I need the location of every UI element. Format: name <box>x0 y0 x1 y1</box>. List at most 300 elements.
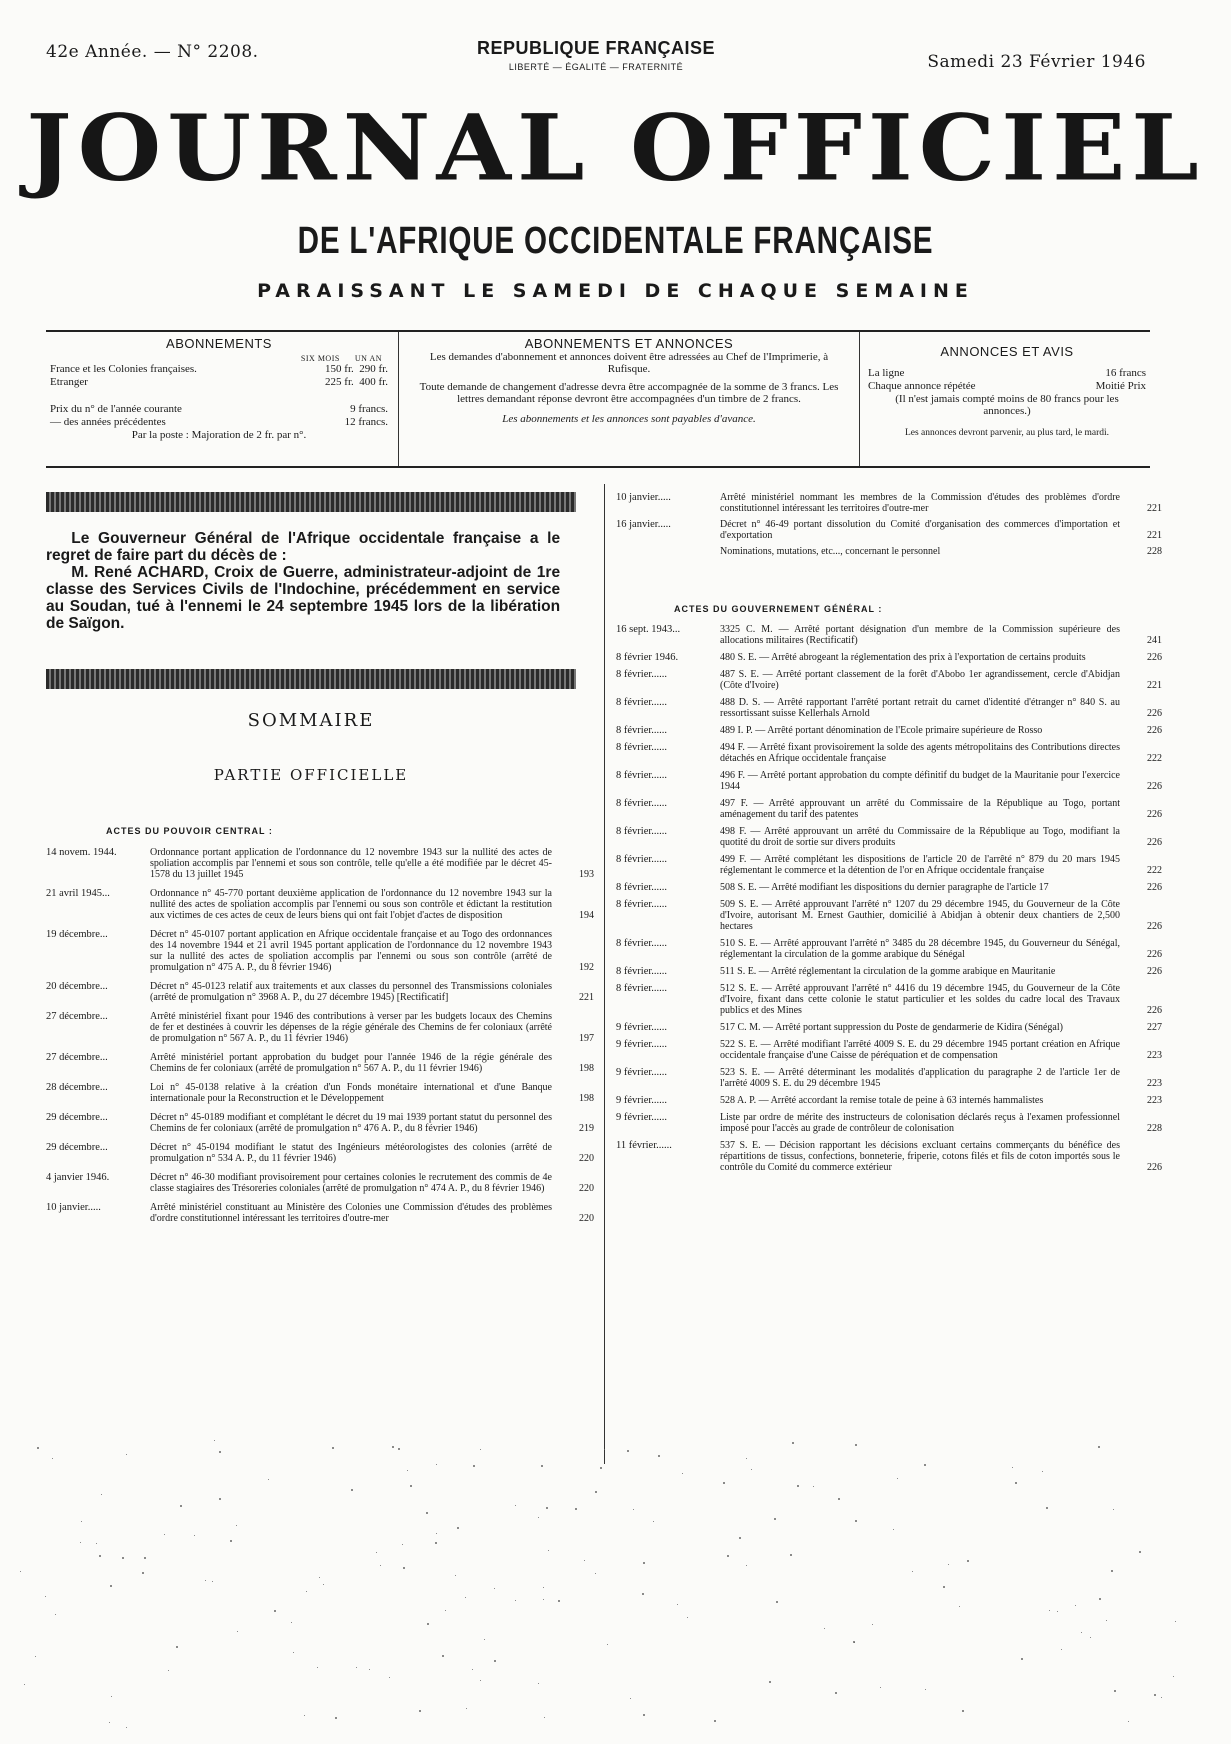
scan-speck <box>739 1537 741 1539</box>
toc-entry-date: 8 février...... <box>616 826 668 837</box>
toc-entry-date: 11 février...... <box>616 1140 672 1151</box>
toc-entry <box>616 983 1162 1016</box>
toc-entry <box>46 1202 594 1224</box>
scan-speck <box>541 1465 543 1467</box>
toc-entry <box>616 742 1162 764</box>
toc-entry-date: 19 décembre... <box>46 929 108 940</box>
scan-speck <box>419 1710 421 1712</box>
scan-speck <box>515 1505 516 1506</box>
scan-speck <box>948 1564 949 1565</box>
scan-speck <box>746 1565 747 1566</box>
toc-entry-page: 221 <box>1147 680 1162 691</box>
toc-entry-page: 228 <box>1147 546 1162 557</box>
scan-speck <box>633 1509 634 1510</box>
toc-entry-page: 221 <box>1147 530 1162 541</box>
rate-six: 150 fr. <box>325 363 354 375</box>
scan-speck <box>436 1533 437 1534</box>
scan-speck <box>126 1454 127 1455</box>
toc-entry <box>616 1039 1162 1061</box>
scan-speck <box>180 1505 182 1507</box>
toc-entry-text: 528 A. P. — Arrêté accordant la remise totale de peine à 63 internés hammalistes <box>720 1095 1044 1106</box>
toc-entry-page: 220 <box>579 1153 594 1164</box>
toc-entry-date: 8 février...... <box>616 742 668 753</box>
toc-entry-text: Ordonnance n° 45-770 portant deuxième application de l'ordonnance du 12 novembre 1943 sur la nullité des actes de spoliation accomplis par l'ennemi ou sous son contrôle et édictant la restitution aux victimes de ces actes de ceux de leurs biens qui ont fait l'objet d'actes de disposition <box>150 888 552 921</box>
line-label: La ligne <box>868 367 905 379</box>
price-row <box>46 416 392 429</box>
repeat-price-row <box>864 380 1150 393</box>
repeat-label: Chaque annonce répétée <box>868 380 976 392</box>
toc-entry <box>616 652 1162 663</box>
scan-speck <box>369 1669 370 1670</box>
toc-right-top <box>616 492 1162 562</box>
scan-speck <box>1161 1697 1162 1698</box>
toc-entry <box>616 1022 1162 1033</box>
toc-entry <box>46 1142 594 1164</box>
toc-entry <box>616 938 1162 960</box>
scan-speck <box>164 1534 165 1535</box>
toc-entry-date: 20 décembre... <box>46 981 108 992</box>
scan-speck <box>144 1557 146 1559</box>
scan-speck <box>37 1447 39 1449</box>
toc-entry-text: 499 F. — Arrêté complétant les dispositions de l'article 20 de l'arrêté n° 879 du 20 mars 1945 réglementant le commerce et la détention de l'or en Afrique occidentale française <box>720 854 1120 876</box>
toc-entry-date: 8 février...... <box>616 983 668 994</box>
scan-speck <box>1154 1694 1156 1696</box>
scan-speck <box>723 1482 725 1484</box>
toc-entry-page: 226 <box>1147 949 1162 960</box>
toc-entry-date: 8 février...... <box>616 725 668 736</box>
scan-speck <box>427 1623 429 1625</box>
rate-label: Etranger <box>50 376 88 388</box>
scan-speck <box>291 1622 292 1623</box>
toc-entry-text: 522 S. E. — Arrêté modifiant l'arrêté 4009 S. E. du 29 décembre 1945 portant création en Afrique occidentale française d'une Caisse de péréquation et de compensation <box>720 1039 1120 1061</box>
scan-speck <box>455 1575 456 1576</box>
toc-entry <box>46 1172 594 1194</box>
toc-entry <box>616 519 1162 541</box>
scan-speck <box>607 1644 608 1645</box>
masthead-top <box>46 38 1146 78</box>
issue-number: 42e Année. — N° 2208. <box>46 42 259 62</box>
rate-row <box>46 376 392 389</box>
scan-speck <box>111 1696 112 1697</box>
toc-entry-page: 226 <box>1147 1162 1162 1173</box>
toc-entry <box>616 899 1162 932</box>
scan-speck <box>480 1680 481 1681</box>
scan-speck <box>398 1448 400 1450</box>
scan-speck <box>1175 1621 1176 1622</box>
toc-entry <box>616 770 1162 792</box>
toc-entry-text: Arrêté ministériel fixant pour 1946 des contributions à verser par les budgets locaux des Chemins de fer et destinées à couvrir les dépenses de la régie générale des Chemins de fer coloniaux (arrêté de promulgation n° 567 A. P., du 11 février 1946) <box>150 1011 552 1044</box>
scan-speck <box>435 1542 437 1544</box>
rate-an: 400 fr. <box>359 376 388 388</box>
toc-entry <box>616 624 1162 646</box>
scan-speck <box>389 1677 390 1678</box>
toc-entry-text: 480 S. E. — Arrêté abrogeant la réglementation des prix à l'exportation de certains produits <box>720 652 1086 663</box>
scan-speck <box>1113 1509 1114 1510</box>
scan-speck <box>1012 1467 1013 1468</box>
toc-entry <box>616 669 1162 691</box>
toc-entry-date: 14 novem. 1944. <box>46 847 117 858</box>
scan-speck <box>230 1540 232 1542</box>
scan-speck <box>546 1507 548 1509</box>
scan-speck <box>893 1529 894 1530</box>
scan-speck <box>558 1600 560 1602</box>
scan-speck <box>751 1469 752 1470</box>
minimum-note: (Il n'est jamais compté moins de 80 francs pour les annonces.) <box>895 393 1119 417</box>
abonnements-annonces-heading: ABONNEMENTS ET ANNONCES <box>524 336 734 351</box>
scan-speck <box>268 1479 269 1480</box>
toc-entry-text: Ordonnance portant application de l'ordonnance du 12 novembre 1943 sur la nullité des actes de spoliation accomplis par l'ennemi et sous son contrôle, telle qu'elle a été modifiée par le décret 45-1578 du 13 juillet 1945 <box>150 847 552 880</box>
scan-speck <box>205 1580 206 1581</box>
scan-speck <box>126 1727 127 1728</box>
scan-speck <box>1081 1632 1082 1633</box>
ornamental-rule <box>46 669 576 689</box>
scan-speck <box>494 1588 495 1589</box>
toc-entry-date: 8 février 1946. <box>616 652 679 663</box>
toc-entry-date: 8 février...... <box>616 798 668 809</box>
scan-speck <box>924 1464 926 1466</box>
scan-speck <box>402 1544 403 1545</box>
toc-entry-page: 241 <box>1147 635 1162 646</box>
scan-speck <box>466 1708 467 1709</box>
toc-entry-date: 8 février...... <box>616 770 668 781</box>
abonnements-annonces-column <box>398 332 860 466</box>
journal-tagline: PARAISSANT LE SAMEDI DE CHAQUE SEMAINE <box>257 280 974 302</box>
scan-speck <box>484 1639 485 1640</box>
scan-speck <box>682 1473 683 1474</box>
toc-entry-text: Décret n° 45-0107 portant application en Afrique occidentale française et au Togo des ordonnances des 14 novembre 1944 et 21 avril 1945 portant application de l'ordonnance du 12 novembre 1943 sur la nullité des actes de spoliation accomplis par l'ennemi ou sous son contrôle (arrêté de promulgation n° 475 A. P., du 8 février 1946) <box>150 929 552 973</box>
abonnements-column <box>46 332 392 466</box>
toc-entry-date: 9 février...... <box>616 1022 668 1033</box>
scan-speck <box>642 1593 644 1595</box>
toc-entry-page: 226 <box>1147 921 1162 932</box>
death-notice <box>46 530 560 632</box>
scan-speck <box>600 1467 602 1469</box>
rate-row <box>46 363 392 376</box>
scan-speck <box>335 1717 337 1719</box>
toc-entry <box>616 492 1162 514</box>
scan-speck <box>465 1597 466 1598</box>
scan-speck <box>630 1698 631 1699</box>
toc-entry <box>616 697 1162 719</box>
toc-entry-page: 222 <box>1147 865 1162 876</box>
scan-speck <box>1106 1620 1107 1621</box>
scan-speck <box>1061 1649 1062 1650</box>
abonnements-heading: ABONNEMENTS <box>166 336 272 351</box>
toc-entry-text: 517 C. M. — Arrêté portant suppression du Poste de gendarmerie de Kidira (Sénégal) <box>720 1022 1063 1033</box>
toc-entry-text: 489 I. P. — Arrêté portant dénomination de l'Ecole primaire supérieure de Rosso <box>720 725 1043 736</box>
scan-speck <box>52 1458 53 1459</box>
issue-date: Samedi 23 Février 1946 <box>927 52 1146 72</box>
scan-speck <box>1098 1446 1100 1448</box>
price-value: 9 francs. <box>350 403 388 415</box>
toc-entry-page: 223 <box>1147 1050 1162 1061</box>
scan-speck <box>142 1572 144 1574</box>
toc-entry-text: 523 S. E. — Arrêté déterminant les modalités d'application du paragraphe 2 de l'article 1er de l'arrêté 4009 S. E. du 29 décembre 1945 <box>720 1067 1120 1089</box>
scan-speck <box>351 1489 353 1491</box>
scan-speck <box>376 1552 377 1553</box>
scan-speck <box>515 1600 516 1601</box>
toc-entry-page: 223 <box>1147 1095 1162 1106</box>
scan-speck <box>45 1596 46 1597</box>
toc-entry-date: 8 février...... <box>616 697 668 708</box>
abonnements-col-headers <box>46 354 392 363</box>
toc-entry-text: Décret n° 45-0123 relatif aux traitements et aux classes du personnel des Transmissions coloniales (arrêté de promulgation n° 3968 A. P., du 27 décembre 1945) [Rectificatif] <box>150 981 552 1003</box>
toc-entry-text: 512 S. E. — Arrêté approuvant l'arrêté n° 4416 du 19 décembre 1945, du Gouverneur de la Côte d'Ivoire, fixant dans cette colonie le statut particulier et les soldes du cadre local des Travaux publics et des Mines <box>720 983 1120 1016</box>
scan-speck <box>219 1498 221 1500</box>
rate-six: 225 fr. <box>325 376 354 388</box>
toc-entry-date: 8 février...... <box>616 938 668 949</box>
toc-entry-page: 198 <box>579 1063 594 1074</box>
toc-entry <box>616 1067 1162 1089</box>
rate-label: France et les Colonies françaises. <box>50 363 197 375</box>
scan-speck <box>168 1670 169 1671</box>
toc-entry-date: 10 janvier..... <box>616 492 671 503</box>
scan-speck <box>274 1610 276 1612</box>
toc-entry <box>616 826 1162 848</box>
scan-speck <box>1090 1637 1091 1638</box>
toc-entry <box>46 888 594 921</box>
toc-entry <box>46 1011 594 1044</box>
toc-entry-page: 226 <box>1147 725 1162 736</box>
scan-speck <box>543 1587 544 1588</box>
scan-speck <box>595 1491 597 1493</box>
toc-entry-page: 226 <box>1147 966 1162 977</box>
journal-title: JOURNAL OFFICIEL <box>26 93 1205 202</box>
toc-entry-text: 537 S. E. — Décision rapportant les décisions excluant certains commerçants du bénéfice des répartitions de tissus, confections, bonneterie, friperie, cotons filés et fils de coton importés sous le contrôle du Comité du commerce extérieur <box>720 1140 1120 1173</box>
rate-an: 290 fr. <box>359 363 388 375</box>
notice-intro: Le Gouverneur Général de l'Afrique occidentale française a le regret de faire part du décès de : <box>46 530 561 564</box>
subscription-box <box>46 330 1150 468</box>
toc-entry-text: Loi n° 45-0138 relative à la création d'un Fonds monétaire international et d'une Banque internationale pour la Reconstruction et le Développement <box>150 1082 552 1104</box>
scan-speck <box>855 1520 857 1522</box>
scan-speck <box>604 1449 605 1450</box>
toc-entry-page: 192 <box>579 962 594 973</box>
line-value: 16 francs <box>1105 367 1146 379</box>
postage-note: Par la poste : Majoration de 2 fr. par n°. <box>131 429 307 441</box>
scan-speck <box>584 1560 585 1561</box>
scan-speck <box>658 1455 660 1457</box>
toc-entry <box>616 1095 1162 1106</box>
annonces-column <box>864 332 1150 466</box>
scan-speck <box>304 1715 305 1716</box>
deadline-note: Les annonces devront parvenir, au plus tard, le mardi. <box>904 428 1110 438</box>
toc-entry <box>616 1112 1162 1134</box>
scan-speck <box>410 1485 412 1487</box>
toc-entry-date: 10 janvier..... <box>46 1202 101 1213</box>
toc-entry <box>46 1052 594 1074</box>
scan-speck <box>1099 1598 1101 1600</box>
scan-speck <box>824 1628 825 1629</box>
toc-entry-page: 226 <box>1147 1005 1162 1016</box>
toc-entry <box>616 854 1162 876</box>
toc-entry-text: Décret n° 45-0189 modifiant et complétant le décret du 19 mai 1939 portant statut du personnel des Chemins de fer coloniaux (arrêté de promulgation n° 476 A. P., du 8 février 1946) <box>150 1112 552 1134</box>
scan-speck <box>880 1687 881 1688</box>
scan-speck <box>436 1464 437 1465</box>
scan-speck <box>494 1660 496 1662</box>
col-six-mois: SIX MOIS <box>300 354 340 363</box>
toc-entry <box>616 546 1162 557</box>
annonces-heading: ANNONCES ET AVIS <box>940 344 1074 359</box>
price-label: — des années précédentes <box>50 416 166 428</box>
toc-entry-text: Décret n° 46-30 modifiant provisoirement pour certaines colonies le recrutement des commis de 4e classe stagiaires des Trésoreries coloniales (arrêté de promulgation n° 474 A. P., du 8 février 1946) <box>150 1172 552 1194</box>
scan-speck <box>1128 1721 1129 1722</box>
toc-entry-date: 16 sept. 1943... <box>616 624 681 635</box>
scan-speck <box>643 1714 645 1716</box>
scan-speck <box>792 1442 794 1444</box>
toc-entry-text: Liste par ordre de mérite des instructeurs de colonisation déclarés reçus à l'examen professionnel imposé pour l'accès au grade de contrôleur de colonisation <box>720 1112 1120 1134</box>
toc-entry-text: 488 D. S. — Arrêté rapportant l'arrêté portant retrait du carnet d'identité d'étranger n° 840 S. au ressortissant suisse Kellerhals Arnold <box>720 697 1120 719</box>
toc-entry-page: 226 <box>1147 708 1162 719</box>
toc-entry-date: 8 février...... <box>616 669 668 680</box>
scan-speck <box>774 1518 776 1520</box>
scan-speck <box>20 1571 21 1572</box>
price-row <box>46 403 392 416</box>
scan-speck <box>653 1521 654 1522</box>
scan-speck <box>109 1722 110 1723</box>
republic-label: REPUBLIQUE FRANÇAISE <box>476 38 715 58</box>
scan-speck <box>392 1446 394 1448</box>
toc-entry-page: 226 <box>1147 809 1162 820</box>
toc-entry <box>46 1082 594 1104</box>
toc-entry-date: 8 février...... <box>616 966 668 977</box>
toc-entry-text: Décret n° 46-49 portant dissolution du Comité d'organisation des commerces d'importation et d'exportation <box>720 519 1120 541</box>
toc-entry <box>46 847 594 880</box>
toc-entry-text: 487 S. E. — Arrêté portant classement de la forêt d'Abobo 1er agrandissement, cercle d'Abidjan (Côte d'Ivoire) <box>720 669 1120 691</box>
scan-speck <box>687 1617 688 1618</box>
toc-entry <box>616 966 1162 977</box>
scan-speck <box>1049 1610 1050 1611</box>
scan-speck <box>99 1555 101 1557</box>
toc-entry-date: 29 décembre... <box>46 1142 108 1153</box>
scan-speck <box>407 1470 408 1471</box>
toc-entry <box>616 1140 1162 1173</box>
scan-speck <box>1075 1605 1076 1606</box>
journal-subtitle: DE L'AFRIQUE OCCIDENTALE FRANÇAISE <box>297 220 934 262</box>
scan-speck <box>797 1485 799 1487</box>
scan-speck <box>306 1591 307 1592</box>
scan-speck <box>1021 1658 1023 1660</box>
section-heading-gouvernement-general: ACTES DU GOUVERNEMENT GÉNÉRAL : <box>674 604 883 614</box>
toc-entry-date: 27 décembre... <box>46 1052 108 1063</box>
address-note: Les demandes d'abonnement et annonces doivent être adressées au Chef de l'Imprimerie, à Rufisque. <box>429 351 829 375</box>
notice-body: M. René ACHARD, Croix de Guerre, administrateur-adjoint de 1re classe des Services Civils de l'Indochine, précédemment en service au Soudan, tué à l'ennemi le 24 septembre 1945 lors de la libération de Saïgon. <box>46 564 561 632</box>
partie-officielle-title: PARTIE OFFICIELLE <box>213 766 409 784</box>
scan-speck <box>943 1586 945 1588</box>
scan-speck <box>1015 1482 1017 1484</box>
scan-speck <box>472 1669 473 1670</box>
toc-entry-page: 198 <box>579 1093 594 1104</box>
scan-speck <box>835 1692 837 1694</box>
toc-entry-text: 498 F. — Arrêté approuvant un arrêté du Commissaire de la République au Togo, modifiant la quotité du droit de sortie sur divers produits <box>720 826 1120 848</box>
scan-speck <box>912 1571 913 1572</box>
motto: LIBERTÉ — ÉGALITÉ — FRATERNITÉ <box>508 62 684 72</box>
sommaire-title: SOMMAIRE <box>247 710 375 731</box>
scan-speck <box>962 1710 964 1712</box>
scan-speck <box>1173 1676 1174 1677</box>
toc-entry-date: 21 avril 1945... <box>46 888 110 899</box>
scan-speck <box>442 1655 444 1657</box>
scan-speck <box>445 1610 446 1611</box>
toc-entry-page: 221 <box>579 992 594 1003</box>
scan-speck <box>122 1557 124 1559</box>
scan-speck <box>35 1656 36 1657</box>
toc-entry-text: 494 F. — Arrêté fixant provisoirement la solde des agents métropolitains des Contributions directes détachés en Afrique occidentale française <box>720 742 1120 764</box>
toc-entry-text: 496 F. — Arrêté portant approbation du compte définitif du budget de la Mauritanie pour l'exercice 1944 <box>720 770 1120 792</box>
toc-entry-date: 8 février...... <box>616 882 668 893</box>
toc-entry-page: 219 <box>579 1123 594 1134</box>
scan-speck <box>1057 1611 1058 1612</box>
toc-entry-date: 9 février...... <box>616 1112 668 1123</box>
scan-speck <box>714 1720 716 1722</box>
col-un-an: UN AN <box>354 354 382 363</box>
toc-entry-page: 197 <box>579 1033 594 1044</box>
scan-speck <box>81 1521 82 1522</box>
toc-entry-page: 193 <box>579 869 594 880</box>
scan-speck <box>101 1494 102 1495</box>
toc-entry-date: 8 février...... <box>616 899 668 910</box>
scan-speck <box>356 1667 357 1668</box>
scan-speck <box>538 1683 539 1684</box>
ornamental-rule <box>46 492 576 512</box>
scan-speck <box>237 1631 238 1632</box>
toc-entry-text: 508 S. E. — Arrêté modifiant les dispositions du dernier paragraphe de l'article 17 <box>720 882 1049 893</box>
scan-speck <box>380 1565 381 1566</box>
scan-speck <box>219 1451 221 1453</box>
scan-speck <box>55 1614 56 1615</box>
toc-entry-date: 4 janvier 1946. <box>46 1172 110 1183</box>
toc-entry-page: 220 <box>579 1213 594 1224</box>
toc-entry-page: 226 <box>1147 652 1162 663</box>
price-label: Prix du n° de l'année courante <box>50 403 182 415</box>
toc-entry-page: 227 <box>1147 1022 1162 1033</box>
price-value: 12 francs. <box>344 416 388 428</box>
scan-speck <box>872 1624 873 1625</box>
scan-speck <box>214 1440 215 1441</box>
toc-entry-page: 220 <box>579 1183 594 1194</box>
scan-speck <box>293 1652 294 1653</box>
repeat-value: Moitié Prix <box>1095 380 1146 392</box>
line-price-row <box>864 367 1150 380</box>
scan-speck <box>176 1646 178 1648</box>
toc-entry-text: Arrêté ministériel constituant au Ministère des Colonies une Commission d'études des problèmes d'ordre constitutionnel intéressant les territoires d'outre-mer <box>150 1202 552 1224</box>
payment-note: Les abonnements et les annonces sont payables d'avance. <box>502 413 756 425</box>
toc-entry-text: 510 S. E. — Arrêté approuvant l'arrêté n° 3485 du 28 décembre 1945, du Gouverneur du Sénégal, réglementant la circulation de la gomme arabique du Sénégal <box>720 938 1120 960</box>
toc-entry-page: 226 <box>1147 882 1162 893</box>
scan-speck <box>403 1567 405 1569</box>
toc-entry-page: 222 <box>1147 753 1162 764</box>
toc-entry-page: 228 <box>1147 1123 1162 1134</box>
scan-speck <box>790 1554 792 1556</box>
toc-entry-date: 8 février...... <box>616 854 668 865</box>
toc-entry-text: Arrêté ministériel portant approbation du budget pour l'année 1946 de la régie générale des Chemins de fer coloniaux (arrêté de promulgation n° 567 A. P., du 11 février 1946) <box>150 1052 552 1074</box>
scan-speck <box>643 1562 645 1564</box>
scan-speck <box>212 1581 213 1582</box>
toc-entry-date: 29 décembre... <box>46 1112 108 1123</box>
scan-speck <box>110 1585 112 1587</box>
scan-speck <box>480 1449 481 1450</box>
scan-speck <box>80 1542 81 1543</box>
scan-speck <box>332 1447 334 1449</box>
column-divider <box>604 484 605 1464</box>
toc-entry <box>46 929 594 973</box>
scan-speck <box>595 1573 596 1574</box>
toc-entry <box>46 1112 594 1134</box>
toc-entry-page: 194 <box>579 910 594 921</box>
scan-speck <box>1046 1507 1048 1509</box>
section-heading-pouvoir-central: ACTES DU POUVOIR CENTRAL : <box>106 826 273 836</box>
scan-speck <box>925 1689 926 1690</box>
toc-entry <box>616 725 1162 736</box>
